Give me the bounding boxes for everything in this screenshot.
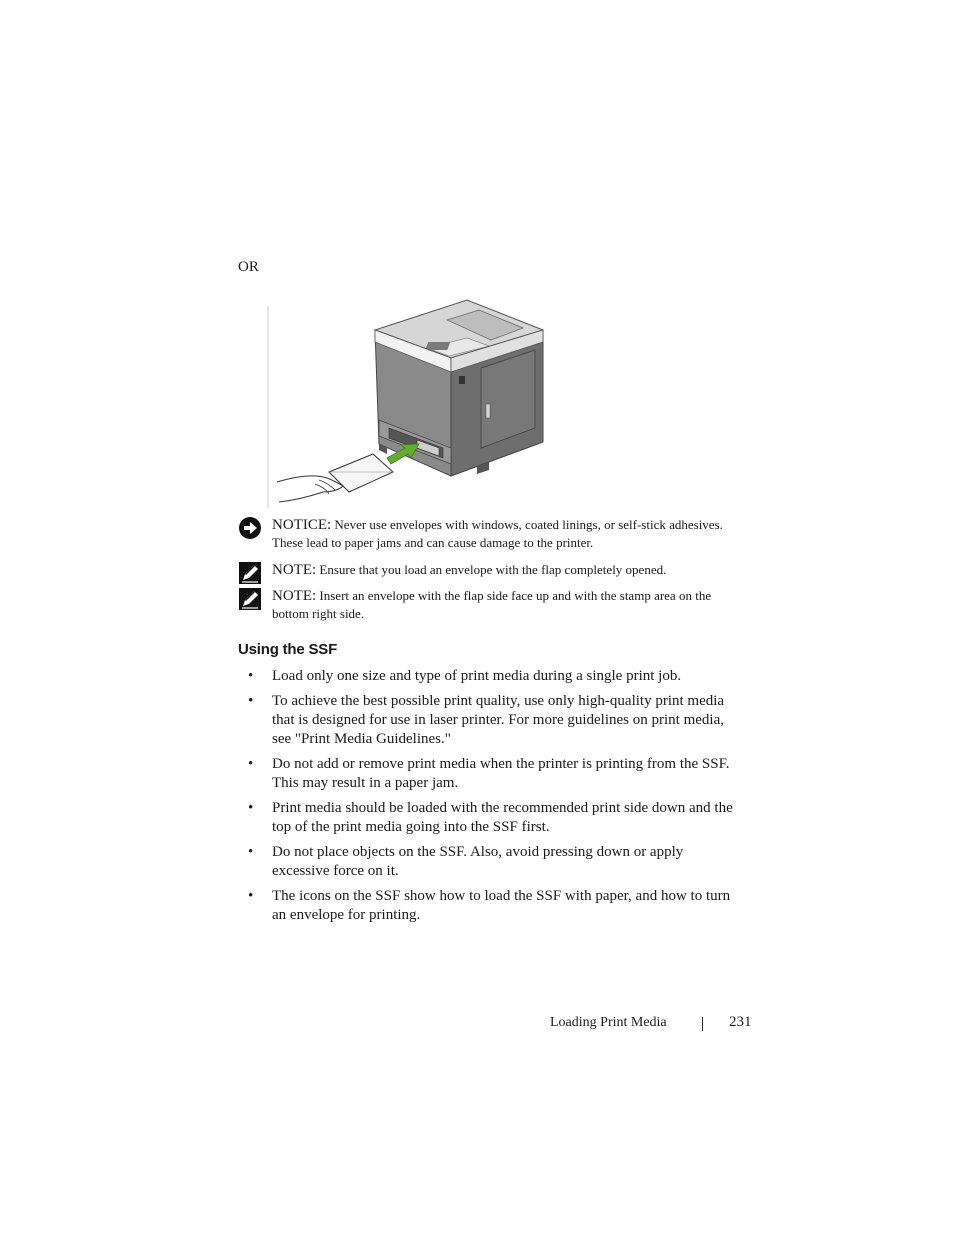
ssf-guidelines-list [238, 667, 738, 931]
page-number: 231 [729, 1014, 752, 1030]
list-item-text: Do not place objects on the SSF. Also, avoid pressing down or apply excessive force on it. [272, 844, 684, 879]
list-item-text: Load only one size and type of print media during a single print job. [272, 668, 682, 684]
pencil-note-icon [238, 587, 262, 611]
printer-envelope-figure [267, 296, 549, 508]
list-item [238, 692, 738, 749]
notice-lead: NOTICE: [272, 517, 332, 533]
bullet-glyph: • [248, 888, 254, 904]
note-body: Ensure that you load an envelope with the flap completely opened. [319, 562, 667, 577]
list-item [238, 843, 738, 881]
pencil-note-icon [238, 561, 262, 585]
note-body: Insert an envelope with the flap side face up and with the stamp area on the bottom right side. [272, 588, 712, 621]
note-lead: NOTE: [272, 562, 317, 578]
notice-icon [238, 516, 262, 540]
list-item [238, 799, 738, 837]
bullet-glyph: • [248, 800, 254, 816]
list-item [238, 755, 738, 793]
footer-section-name: Loading Print Media [550, 1015, 667, 1030]
bullet-glyph: • [248, 693, 254, 709]
list-item [238, 667, 738, 686]
list-item-text: Do not add or remove print media when the printer is printing from the SSF. This may result in a paper jam. [272, 756, 730, 791]
note-callout-1 [238, 561, 738, 579]
or-label: OR [238, 259, 259, 275]
bullet-glyph: • [248, 668, 254, 684]
footer-divider [702, 1017, 703, 1031]
notice-callout [238, 516, 738, 551]
list-item-text: Print media should be loaded with the recommended print side down and the top of the print media going into the SSF first. [272, 800, 733, 835]
bullet-glyph: • [248, 756, 254, 772]
list-item [238, 887, 738, 925]
list-item-text: The icons on the SSF show how to load the SSF with paper, and how to turn an envelope for printing. [272, 888, 731, 923]
bullet-glyph: • [248, 844, 254, 860]
section-title: Using the SSF [238, 641, 338, 658]
notice-body: Never use envelopes with windows, coated linings, or self-stick adhesives. These lead to paper jams and can cause damage to the printer. [272, 517, 723, 550]
note-callout-2 [238, 587, 738, 622]
printer-illustration [267, 296, 549, 508]
note-lead: NOTE: [272, 588, 317, 604]
list-item-text: To achieve the best possible print quality, use only high-quality print media that is designed for use in laser printer. For more guidelines on print media, see "Print Media Guidelines." [272, 693, 725, 747]
